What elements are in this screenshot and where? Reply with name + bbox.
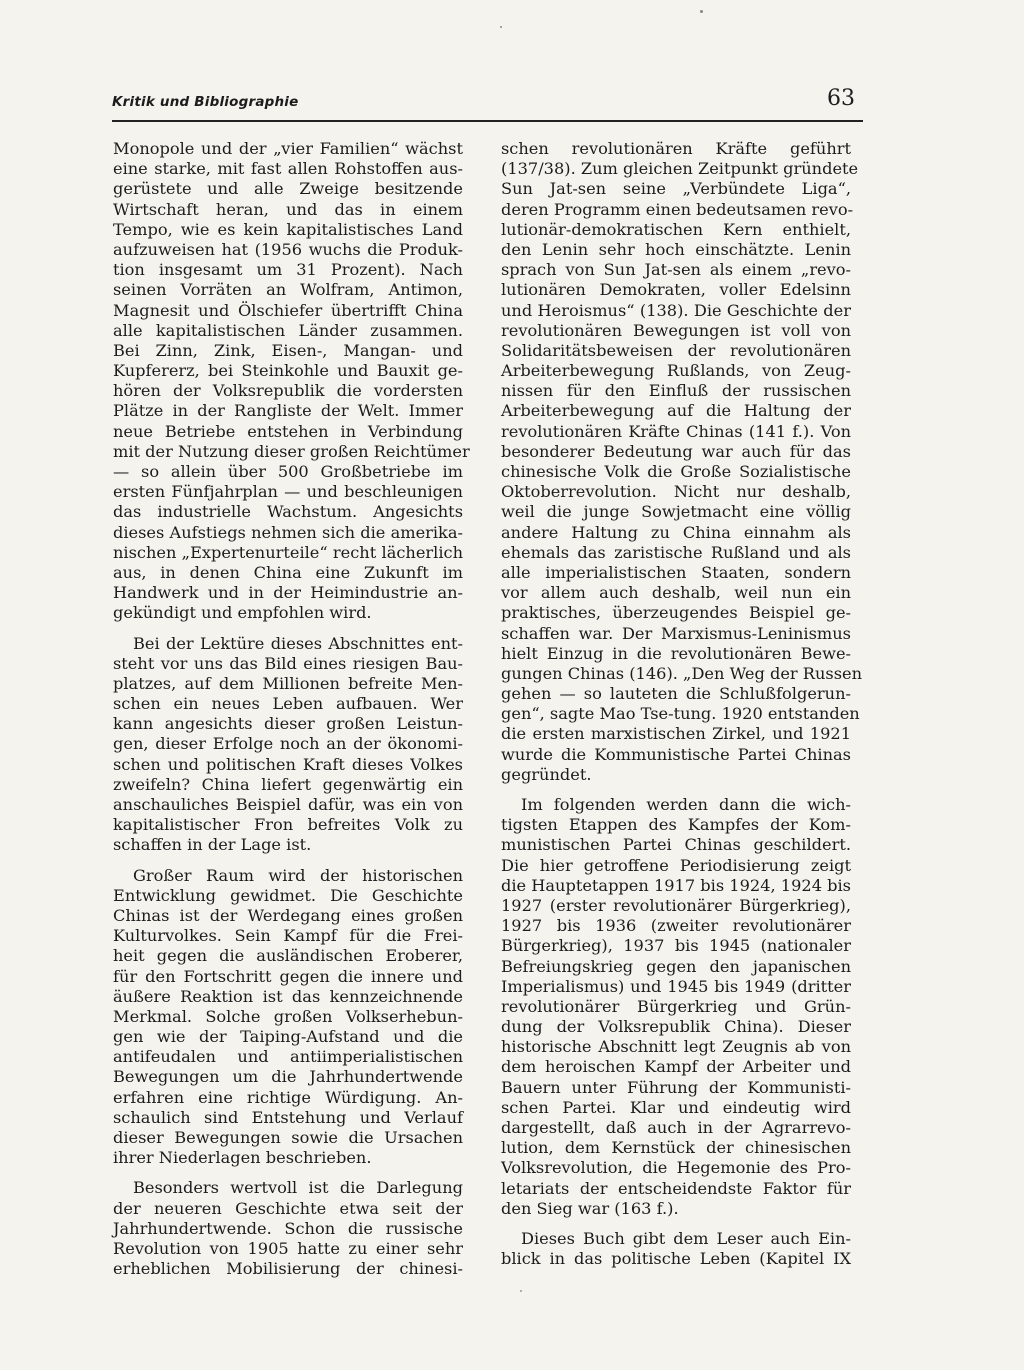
text-line: schen und politischen Kraft dieses Volkes — [113, 754, 463, 774]
text-line: nissen für den Einfluß der russischen — [501, 381, 851, 401]
text-line: neue Betriebe entstehen in Verbindung — [113, 421, 463, 441]
text-line: Kupfererz, bei Steinkohle und Bauxit ge- — [113, 361, 463, 381]
text-line: aufzuweisen hat (1956 wuchs die Produk- — [113, 239, 463, 259]
text-line: dargestellt, daß auch in der Agrarrevo- — [501, 1118, 851, 1137]
text-line: gehen — so lauteten die Schlußfolgerun- — [501, 684, 851, 704]
right-column — [501, 139, 863, 1269]
text-line: äußere Reaktion ist das kennzeichnende — [113, 986, 463, 1006]
text-line: gegründet. — [501, 764, 592, 784]
text-line: lutionär-demokratischen Kern enthielt, — [501, 219, 851, 239]
text-line: dieser Bewegungen sowie die Ursachen — [113, 1128, 463, 1147]
text-line: für den Fortschritt gegen die innere und — [113, 966, 463, 986]
paragraph — [113, 866, 463, 1169]
text-line: schaffen war. Der Marxismus-Leninismus — [501, 623, 851, 643]
header-rule — [112, 120, 863, 122]
paper-speck — [520, 1290, 522, 1292]
text-line: Großer Raum wird der historischen — [133, 865, 463, 885]
text-line: revolutionärer Bürgerkrieg und Grün- — [501, 996, 851, 1016]
text-line: ersten Fünfjahrplan — und beschleunigen — [113, 482, 463, 502]
text-line: Besonders wertvoll ist die Darlegung — [133, 1178, 463, 1198]
text-line: Magnesit und Ölschiefer übertrifft China — [113, 300, 463, 320]
text-line: eine starke, mit fast allen Rohstoffen aus- — [113, 159, 463, 179]
text-line: Tempo, wie es kein kapitalistisches Land — [113, 219, 463, 239]
text-line: revolutionären Kräfte Chinas (141 f.). Von — [501, 421, 851, 441]
text-line: praktisches, überzeugendes Beispiel ge- — [501, 603, 851, 623]
text-line: das industrielle Wachstum. Angesichts — [113, 502, 463, 522]
text-line: Bürgerkrieg), 1937 bis 1945 (nationaler — [501, 936, 851, 956]
paragraph — [113, 634, 463, 856]
paragraph — [501, 139, 863, 785]
text-line: ehemals das zaristische Rußland und als — [501, 542, 851, 562]
text-line: Handwerk und in der Heimindustrie an- — [113, 583, 463, 603]
text-line: gerüstete und alle Zweige besitzende — [113, 179, 463, 199]
text-line: lution, dem Kernstück der chinesischen — [501, 1138, 851, 1158]
text-line: den Lenin sehr hoch einschätzte. Lenin — [501, 239, 851, 259]
text-line: Solidaritätsbeweisen der revolutionären — [501, 340, 851, 360]
text-line: vor allem auch deshalb, weil nun ein — [501, 583, 851, 603]
text-line: besonderer Bedeutung war auch für das — [501, 441, 851, 461]
text-line: munistischen Partei Chinas geschildert. — [501, 835, 851, 855]
text-line: Wirtschaft heran, und das in einem — [113, 199, 463, 219]
text-line: Entwicklung gewidmet. Die Geschichte — [113, 885, 463, 905]
text-line: dieses Aufstiegs nehmen sich die amerika- — [113, 522, 463, 542]
text-line: platzes, auf dem Millionen befreite Men- — [113, 673, 463, 693]
text-line: Arbeiterbewegung Rußlands, von Zeug- — [501, 361, 851, 381]
paragraph — [113, 139, 470, 624]
text-line: schen Partei. Klar und eindeutig wird — [501, 1097, 851, 1117]
text-line: Dieses Buch gibt dem Leser auch Ein- — [521, 1228, 851, 1248]
text-line: dem heroischen Kampf der Arbeiter und — [501, 1057, 851, 1077]
text-line: gen“, sagte Mao Tse-tung. 1920 entstanden — [501, 704, 860, 724]
text-line: mit der Nutzung dieser großen Reichtümer — [113, 441, 470, 461]
text-line: schaulich sind Entstehung und Verlauf — [113, 1107, 463, 1127]
text-line: Arbeiterbewegung auf die Haltung der — [501, 401, 851, 421]
text-line: steht vor uns das Bild eines riesigen Bau- — [113, 653, 463, 673]
text-line: Merkmal. Solche großen Volkserhebun- — [113, 1006, 463, 1026]
text-line: gen, dieser Erfolge noch an der ökonomi- — [113, 734, 463, 754]
text-line: hören der Volksrepublik die vordersten — [113, 381, 463, 401]
text-line: kann angesichts dieser großen Leistun- — [113, 714, 463, 734]
text-line: 1927 (erster revolutionärer Bürgerkrieg), — [501, 895, 851, 915]
text-line: Im folgenden werden dann die wich- — [521, 795, 851, 814]
text-line: seinen Vorräten an Wolfram, Antimon, — [113, 280, 463, 300]
text-line: — so allein über 500 Großbetriebe im — [113, 462, 463, 481]
text-line: gen wie der Taiping-Aufstand und die — [113, 1027, 463, 1047]
text-line: andere Haltung zu China einnahm als — [501, 522, 851, 542]
text-line: historische Abschnitt legt Zeugnis ab von — [501, 1037, 851, 1057]
text-line: heit gegen die ausländischen Eroberer, — [113, 946, 463, 966]
text-line: nischen „Expertenurteile“ recht lächerlich — [113, 542, 463, 562]
text-line: gekündigt und empfohlen wird. — [113, 603, 372, 623]
text-line: erheblichen Mobilisierung der chinesi- — [113, 1259, 463, 1279]
text-line: schen ein neues Leben aufbauen. Wer — [113, 694, 463, 714]
text-line: Kulturvolkes. Sein Kampf für die Frei- — [113, 926, 463, 946]
text-line: (137/38). Zum gleichen Zeitpunkt gründete — [501, 159, 859, 179]
paper-speck — [500, 26, 502, 28]
text-line: dung der Volksrepublik China). Dieser — [501, 1017, 851, 1037]
text-line: alle kapitalistischen Länder zusammen. — [113, 320, 463, 340]
text-line: die ersten marxistischen Zirkel, und 1921 — [501, 724, 851, 744]
text-line: den Sieg war (163 f.). — [501, 1198, 679, 1218]
text-line: Plätze in der Rangliste der Welt. Immer — [113, 401, 463, 421]
text-line: wurde die Kommunistische Partei Chinas — [501, 744, 851, 764]
text-line: anschauliches Beispiel dafür, was ein von — [113, 795, 463, 814]
text-line: und Heroismus“ (138). Die Geschichte der — [501, 300, 851, 320]
text-line: weil die junge Sowjetmacht eine völlig — [501, 502, 851, 522]
text-line: schaffen in der Lage ist. — [113, 835, 312, 855]
text-line: Bewegungen um die Jahrhundertwende — [113, 1067, 463, 1087]
text-line: Jahrhundertwende. Schon die russische — [113, 1218, 463, 1238]
text-line: chinesische Volk die Große Sozialistische — [501, 462, 851, 481]
text-line: Oktoberrevolution. Nicht nur deshalb, — [501, 482, 851, 502]
text-line: sprach von Sun Jat-sen als einem „revo- — [501, 260, 851, 280]
page-number: 63 — [827, 86, 855, 111]
text-line: Befreiungskrieg gegen den japanischen — [501, 956, 851, 976]
text-line: alle imperialistischen Staaten, sondern — [501, 562, 851, 582]
paper-speck — [700, 10, 703, 13]
text-line: lutionären Demokraten, voller Edelsinn — [501, 280, 851, 300]
text-line: der neueren Geschichte etwa seit der — [113, 1198, 463, 1218]
text-line: Bei der Lektüre dieses Abschnittes ent- — [133, 633, 463, 653]
text-line: aus, in denen China eine Zukunft im — [113, 562, 463, 582]
text-line: Revolution von 1905 hatte zu einer sehr — [113, 1238, 463, 1258]
text-line: Bei Zinn, Zink, Eisen-, Mangan- und — [113, 340, 463, 360]
text-line: Bauern unter Führung der Kommunisti- — [501, 1077, 851, 1097]
text-line: Imperialismus) und 1945 bis 1949 (dritter — [501, 976, 851, 996]
text-line: Sun Jat-sen seine „Verbündete Liga“, — [501, 179, 851, 199]
paragraph — [501, 795, 851, 1219]
text-line: antifeudalen und antiimperialistischen — [113, 1047, 463, 1067]
text-line: letariats der entscheidendste Faktor für — [501, 1178, 851, 1198]
text-line: 1927 bis 1936 (zweiter revolutionärer — [501, 916, 851, 936]
text-line: die Hauptetappen 1917 bis 1924, 1924 bis — [501, 875, 851, 895]
text-line: ihrer Niederlagen beschrieben. — [113, 1148, 372, 1168]
text-line: kapitalistischer Fron befreites Volk zu — [113, 815, 463, 835]
text-line: tigsten Etappen des Kampfes der Kom- — [501, 815, 851, 835]
paragraph — [113, 1178, 463, 1279]
text-line: blick in das politische Leben (Kapitel IX — [501, 1249, 851, 1269]
text-line: Volksrevolution, die Hegemonie des Pro- — [501, 1158, 851, 1178]
text-line: schen revolutionären Kräfte geführt — [501, 139, 851, 158]
text-line: revolutionären Bewegungen ist voll von — [501, 320, 851, 340]
text-line: deren Programm einen bedeutsamen revo- — [501, 199, 854, 219]
text-line: gungen Chinas (146). „Den Weg der Russen — [501, 663, 863, 683]
paragraph — [501, 1229, 851, 1269]
text-line: erfahren eine richtige Würdigung. An- — [113, 1087, 463, 1107]
text-line: tion insgesamt um 31 Prozent). Nach — [113, 260, 463, 280]
text-line: Die hier getroffene Periodisierung zeigt — [501, 855, 851, 875]
left-column — [113, 139, 470, 1279]
text-line: hielt Einzug in die revolutionären Bewe- — [501, 643, 851, 663]
running-title: Kritik und Bibliographie — [112, 94, 299, 110]
text-line: Monopole und der „vier Familien“ wächst — [113, 139, 463, 158]
running-head — [112, 86, 863, 118]
text-line: zweifeln? China liefert gegenwärtig ein — [113, 774, 463, 794]
text-line: Chinas ist der Werdegang eines großen — [113, 905, 463, 925]
